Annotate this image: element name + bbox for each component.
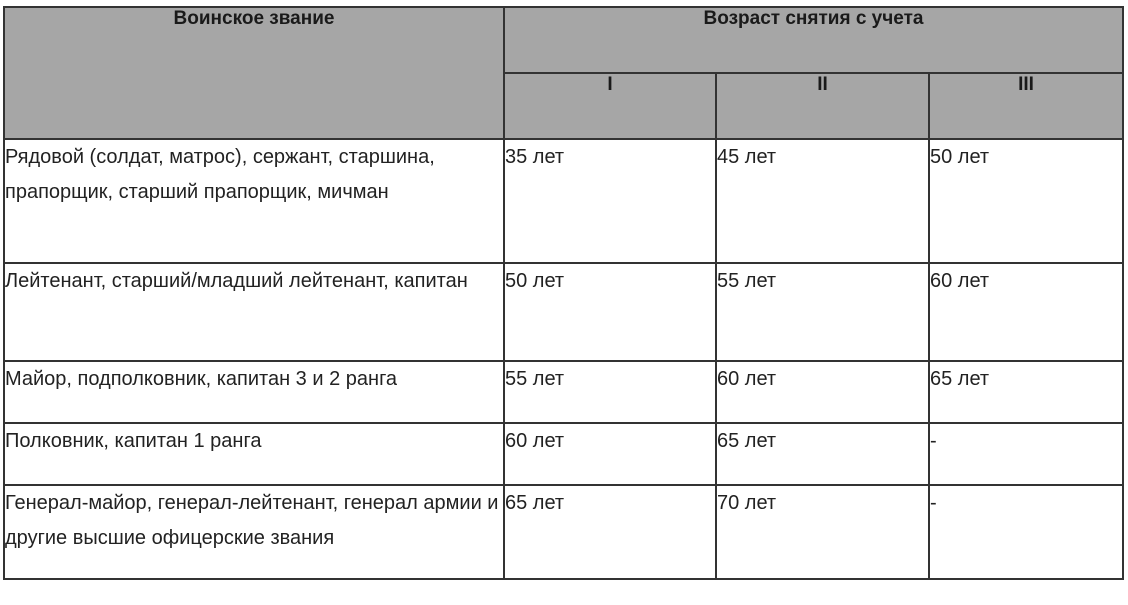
age-cell-category-3: 65 лет: [929, 361, 1123, 423]
age-cell-category-2: 65 лет: [716, 423, 929, 485]
age-cell-category-1: 35 лет: [504, 139, 716, 263]
header-category-2: II: [716, 73, 929, 139]
header-rank: Воинское звание: [4, 7, 504, 139]
rank-cell: Рядовой (солдат, матрос), сержант, старшина, прапорщик, старший прапорщик, мичман: [4, 139, 504, 263]
age-cell-category-2: 70 лет: [716, 485, 929, 579]
age-cell-category-3: 60 лет: [929, 263, 1123, 361]
age-cell-category-3: -: [929, 485, 1123, 579]
age-cell-category-1: 65 лет: [504, 485, 716, 579]
table-row: [4, 263, 1123, 361]
age-cell-category-2: 55 лет: [716, 263, 929, 361]
age-cell-category-2: 45 лет: [716, 139, 929, 263]
table-row: [4, 139, 1123, 263]
age-cell-category-1: 55 лет: [504, 361, 716, 423]
rank-cell: Лейтенант, старший/младший лейтенант, капитан: [4, 263, 504, 361]
header-category-3: III: [929, 73, 1123, 139]
rank-cell: Майор, подполковник, капитан 3 и 2 ранга: [4, 361, 504, 423]
table-row: [4, 423, 1123, 485]
header-age: Возраст снятия с учета: [504, 7, 1123, 73]
rank-cell: Генерал-майор, генерал-лейтенант, генерал армии и другие высшие офицерские звания: [4, 485, 504, 579]
rank-cell: Полковник, капитан 1 ранга: [4, 423, 504, 485]
table-row: [4, 361, 1123, 423]
table-row: [4, 485, 1123, 579]
header-category-1: I: [504, 73, 716, 139]
rank-age-table: [3, 6, 1124, 580]
age-cell-category-3: 50 лет: [929, 139, 1123, 263]
table-header-row: [4, 7, 1123, 73]
age-cell-category-1: 60 лет: [504, 423, 716, 485]
age-cell-category-3: -: [929, 423, 1123, 485]
age-cell-category-2: 60 лет: [716, 361, 929, 423]
age-cell-category-1: 50 лет: [504, 263, 716, 361]
